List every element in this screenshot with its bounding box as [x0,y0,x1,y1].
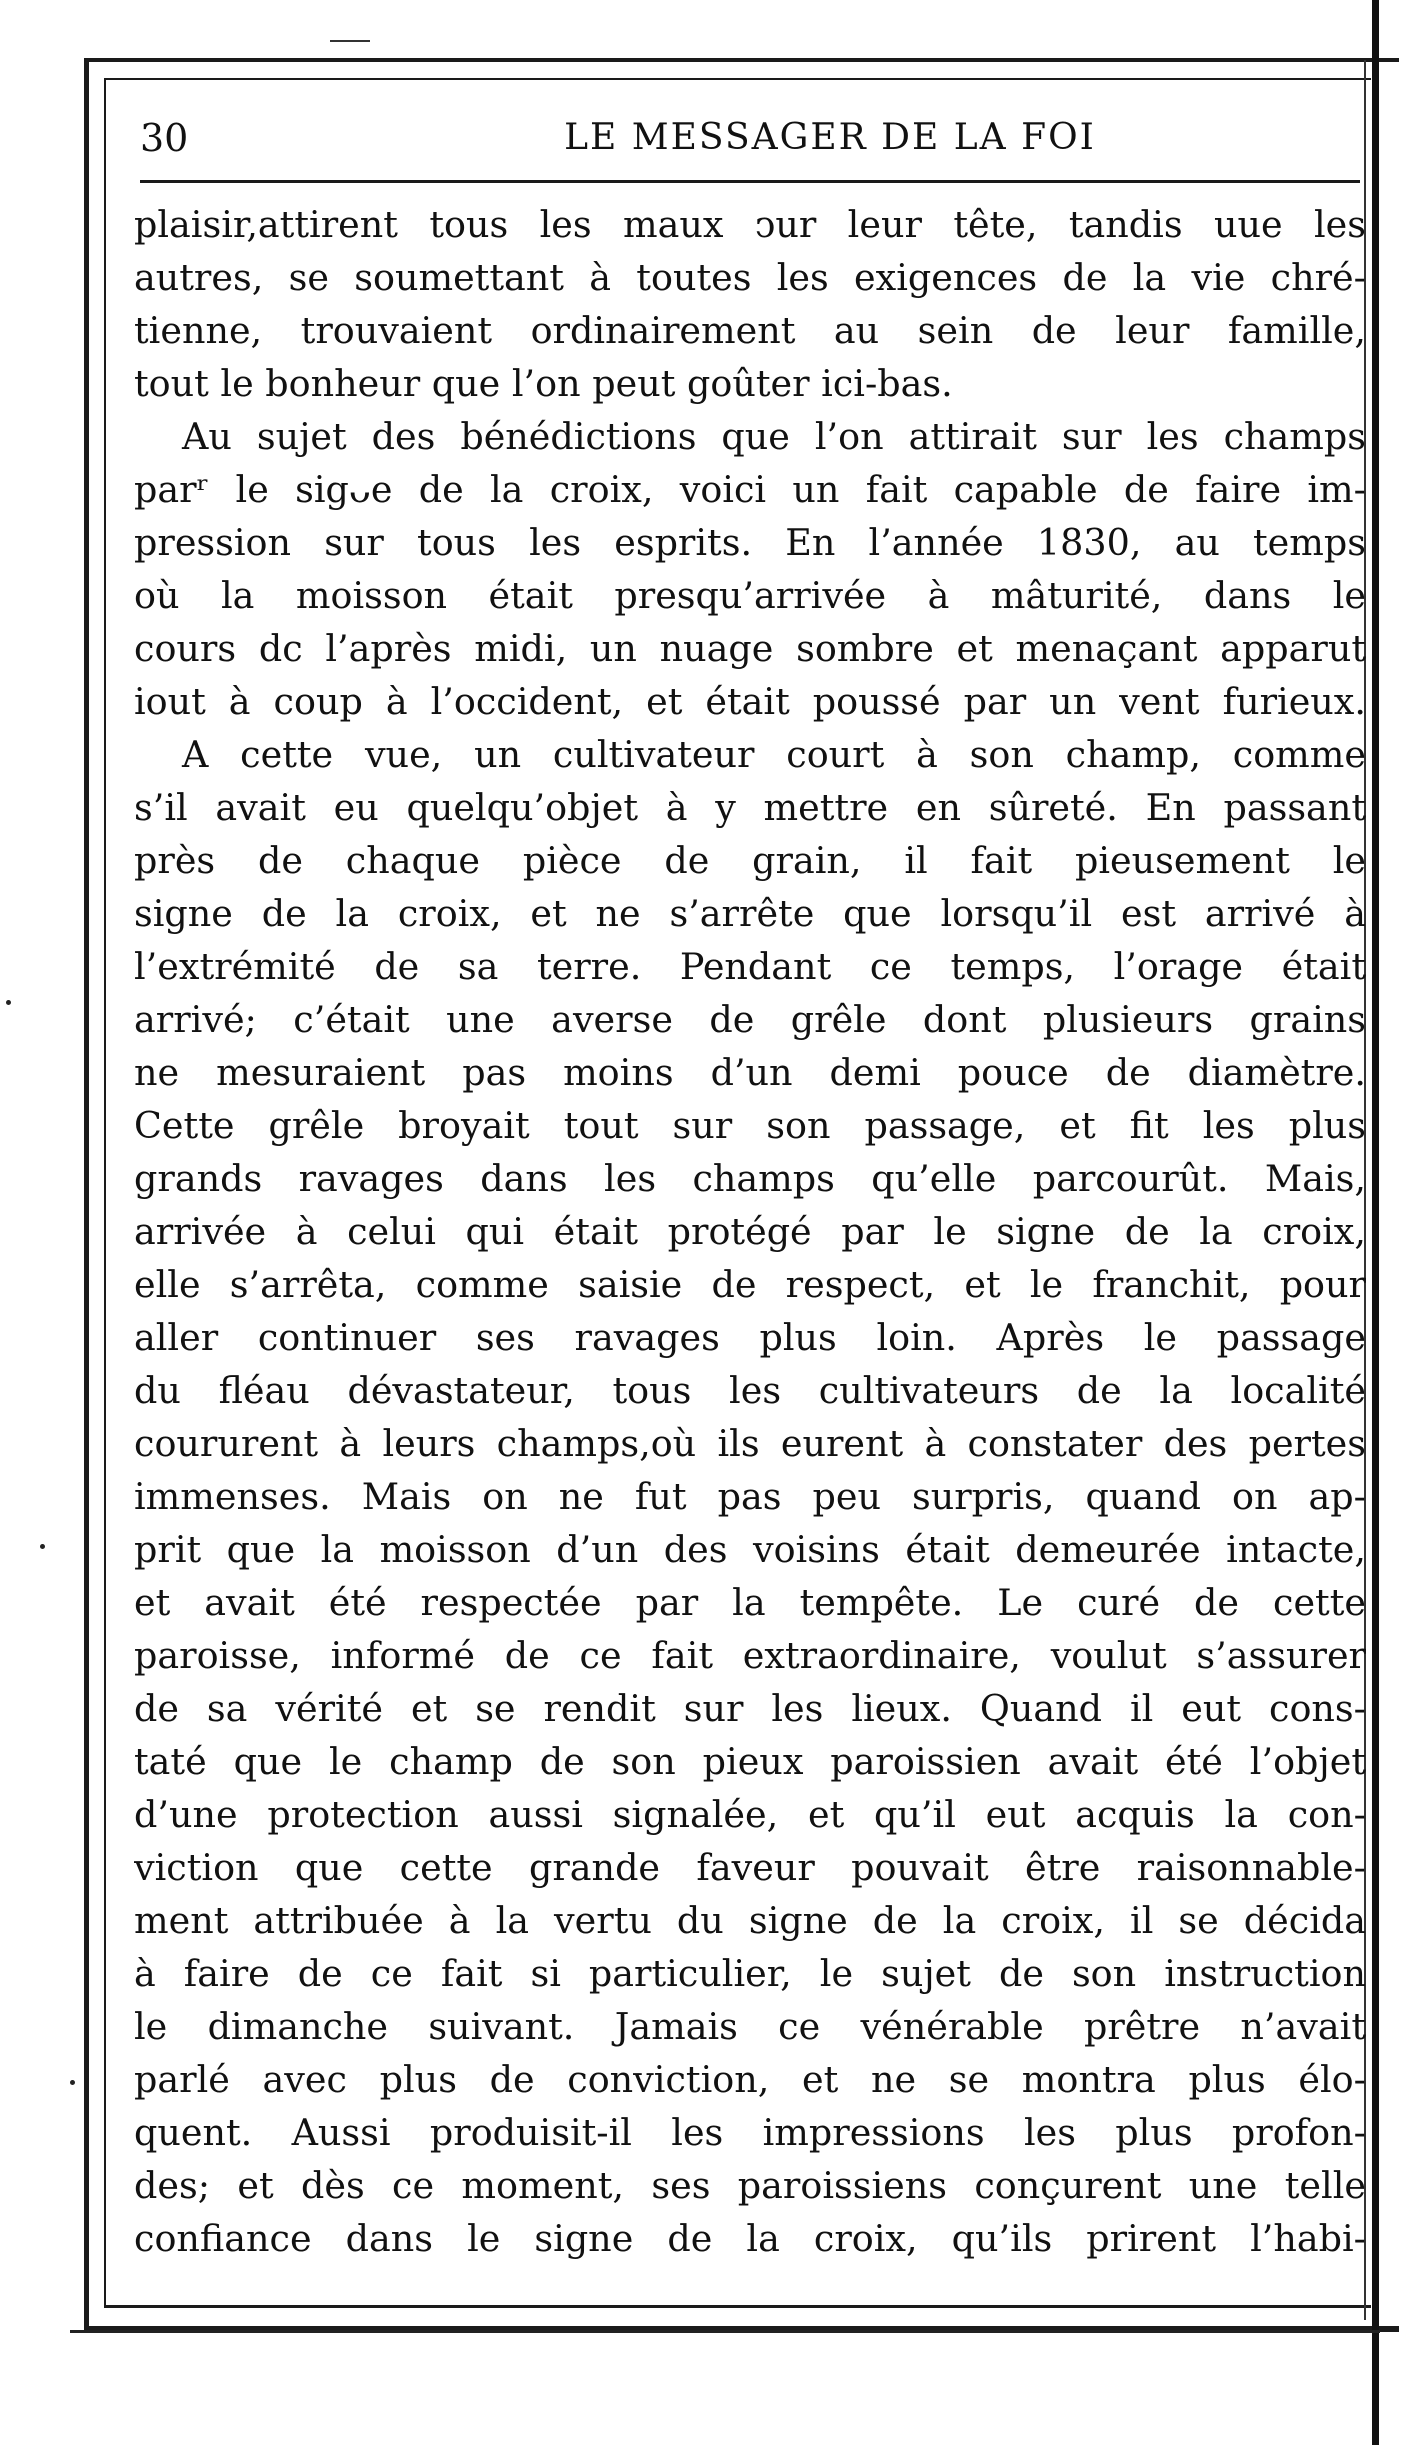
text-line: parlé avec plus de conviction, et ne se montra plus élo- [134,2058,1366,2101]
paragraph-start-line: A cette vue, un cultivateur court à son champ, comme [182,733,1366,776]
text-line: Cette grêle broyait tout sur son passage, et fit les plus [134,1104,1366,1147]
running-title: LE MESSAGER DE LA FOI [564,117,1096,158]
text-line: parʳ le sigᴗe de la croix, voici un fait capable de faire im- [134,468,1366,511]
text-line: de sa vérité et se rendit sur les lieux. Quand il eut cons- [134,1687,1366,1730]
text-line: l’extrémité de sa terre. Pendant ce temps, l’orage était [134,945,1366,988]
text-line: et avait été respectée par la tempête. Le curé de cette [134,1581,1366,1624]
text-line: confiance dans le signe de la croix, qu’ils prirent l’habi- [134,2217,1366,2260]
text-line: ne mesuraient pas moins d’un demi pouce de diamètre. [134,1051,1366,1094]
text-line: près de chaque pièce de grain, il fait pieusement le [134,839,1366,882]
text-line: à faire de ce fait si particulier, le sujet de son instruction [134,1952,1366,1995]
bottom-rule [70,2330,1380,2333]
text-line: plaisir,attirent tous les maux ↄur leur tête, tandis uue les [134,203,1366,246]
text-line: tout le bonheur que l’on peut goûter ici-bas. [134,362,953,405]
text-line: arrivée à celui qui était protégé par le signe de la croix, [134,1210,1366,1253]
text-line: grands ravages dans les champs qu’elle parcourût. Mais, [134,1157,1366,1200]
text-line: cours dc l’après midi, un nuage sombre et menaçant apparut [134,627,1366,670]
text-line: viction que cette grande faveur pouvait être raisonnable- [134,1846,1366,1889]
margin-speck [40,1544,45,1549]
margin-speck [6,1000,11,1005]
text-line: signe de la croix, et ne s’arrête que lorsqu’il est arrivé à [134,892,1366,935]
top-print-mark [330,40,370,42]
text-line: prit que la moisson d’un des voisins était demeurée intacte, [134,1528,1366,1571]
text-line: des; et dès ce moment, ses paroissiens conçurent une telle [134,2164,1366,2207]
paragraph-start-line: Au sujet des bénédictions que l’on attirait sur les champs [182,415,1366,458]
text-line: taté que le champ de son pieux paroissien avait été l’objet [134,1740,1366,1783]
margin-speck [70,2080,75,2085]
text-line: elle s’arrêta, comme saisie de respect, et le franchit, pour [134,1263,1366,1306]
text-line: s’il avait eu quelqu’objet à y mettre en sûreté. En passant [134,786,1366,829]
text-line: paroisse, informé de ce fait extraordinaire, voulut s’assurer [134,1634,1366,1677]
text-line: où la moiѕѕon était presqu’arrivée à mâturité, dans le [134,574,1366,617]
text-line: arrivé; c’était une averse de grêle dont plusieurs grains [134,998,1366,1041]
text-line: pression sur tous les esprits. En l’année 1830, au temps [134,521,1366,564]
text-line: quent. Aussi produisit-il les impressions les plus profon- [134,2111,1366,2154]
text-line: tienne, trouvaient ordinairement au sein de leur famille, [134,309,1366,352]
text-line: du fléau dévastateur, tous les cultivateurs de la localité [134,1369,1366,1412]
text-line: coururent à leurs champs,où ils eurent à constater des pertes [134,1422,1366,1465]
page-header [140,108,1360,168]
text-line: aller continuer ses ravages plus loin. Après le passage [134,1316,1366,1359]
page-number: 30 [140,116,189,160]
right-edge-rule [1372,0,1379,2445]
text-line: le dimanche suivant. Jamais ce vénérable prêtre n’avait [134,2005,1366,2048]
body-text [134,198,1366,2265]
text-line: ment attribuée à la vertu du signe de la croix, il se décida [134,1899,1366,1942]
text-line: immenses. Mais on ne fut pas peu surpris, quand on ap- [134,1475,1366,1518]
text-line: d’une protection aussi signalée, et qu’il eut acquis la con- [134,1793,1366,1836]
text-line: iout à coup à l’occident, et était poussé par un vent furieux. [134,680,1366,723]
header-rule [140,180,1360,183]
text-line: autres, se soumettant à toutes les exigences de la vie chré- [134,256,1366,299]
